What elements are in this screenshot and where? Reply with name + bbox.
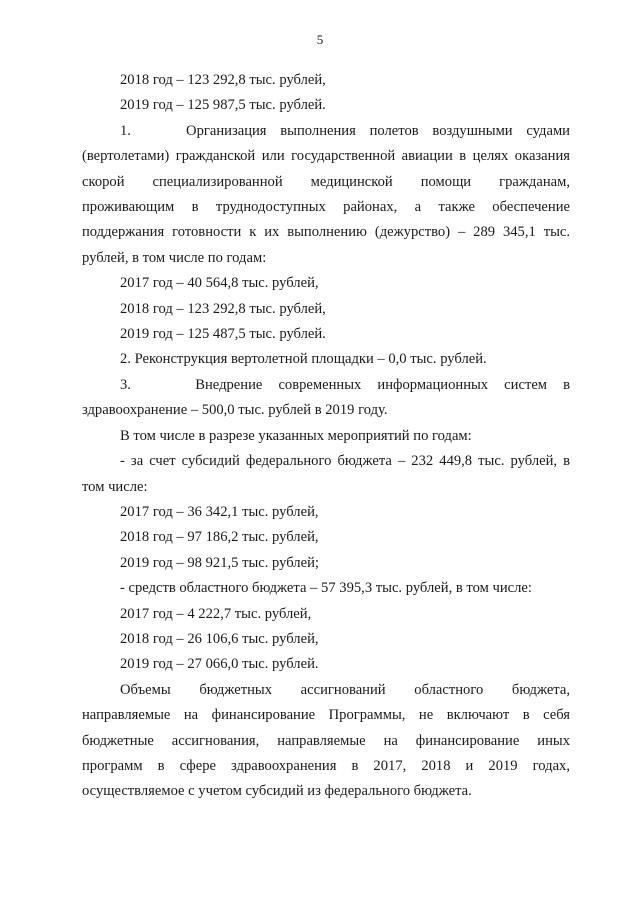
text-line: 1. Организация выполнения полетов воздушными судами — [120, 122, 570, 139]
text-line: 2017 год – 40 564,8 тыс. рублей, — [120, 275, 319, 292]
text-line: Объемы бюджетных ассигнований областного бюджета, — [120, 681, 570, 698]
text-line: направляемые на финансирование Программы, не включают в себя — [82, 707, 570, 724]
text-line: 2019 год – 27 066,0 тыс. рублей. — [120, 656, 319, 673]
text-line: здравоохранение – 500,0 тыс. рублей в 2019 году. — [82, 402, 388, 419]
page-number: 5 — [316, 32, 324, 47]
text-line: 2018 год – 123 292,8 тыс. рублей, — [120, 300, 326, 317]
text-line: 2019 год – 125 487,5 тыс. рублей. — [120, 326, 326, 343]
text-line: 2019 год – 125 987,5 тыс. рублей. — [120, 97, 326, 114]
text-line: бюджетные ассигнования, направляемые на финансирование иных — [82, 732, 570, 749]
text-line: 3. Внедрение современных информационных систем в — [120, 376, 570, 393]
text-line: 2017 год – 36 342,1 тыс. рублей, — [120, 503, 319, 520]
text-line: проживающим в труднодоступных районах, а также обеспечение — [82, 199, 570, 216]
text-line: В том числе в разрезе указанных мероприятий по годам: — [120, 427, 472, 444]
text-line: 2018 год – 26 106,6 тыс. рублей, — [120, 630, 319, 647]
text-line: 2019 год – 98 921,5 тыс. рублей; — [120, 554, 319, 571]
text-line: 2018 год – 97 186,2 тыс. рублей, — [120, 529, 319, 546]
text-line: поддержания готовности к их выполнению (дежурство) – 289 345,1 тыс. — [82, 224, 570, 241]
text-line: (вертолетами) гражданской или государственной авиации в целях оказания — [82, 148, 570, 165]
text-line: том числе: — [82, 478, 148, 495]
text-line: осуществляемое с учетом субсидий из федерального бюджета. — [82, 783, 472, 800]
text-line: 2. Реконструкция вертолетной площадки – 0,0 тыс. рублей. — [120, 351, 487, 368]
text-line: - за счет субсидий федерального бюджета – 232 449,8 тыс. рублей, в — [120, 453, 570, 470]
text-line: - средств областного бюджета – 57 395,3 тыс. рублей, в том числе: — [120, 580, 532, 597]
text-line: программ в сфере здравоохранения в 2017, 2018 и 2019 годах, — [82, 757, 570, 774]
text-line: скорой специализированной медицинской помощи гражданам, — [82, 173, 570, 190]
document-body — [82, 68, 570, 805]
text-line: 2017 год – 4 222,7 тыс. рублей, — [120, 605, 312, 622]
text-line: 2018 год – 123 292,8 тыс. рублей, — [120, 72, 326, 88]
text-line: рублей, в том числе по годам: — [82, 249, 267, 266]
